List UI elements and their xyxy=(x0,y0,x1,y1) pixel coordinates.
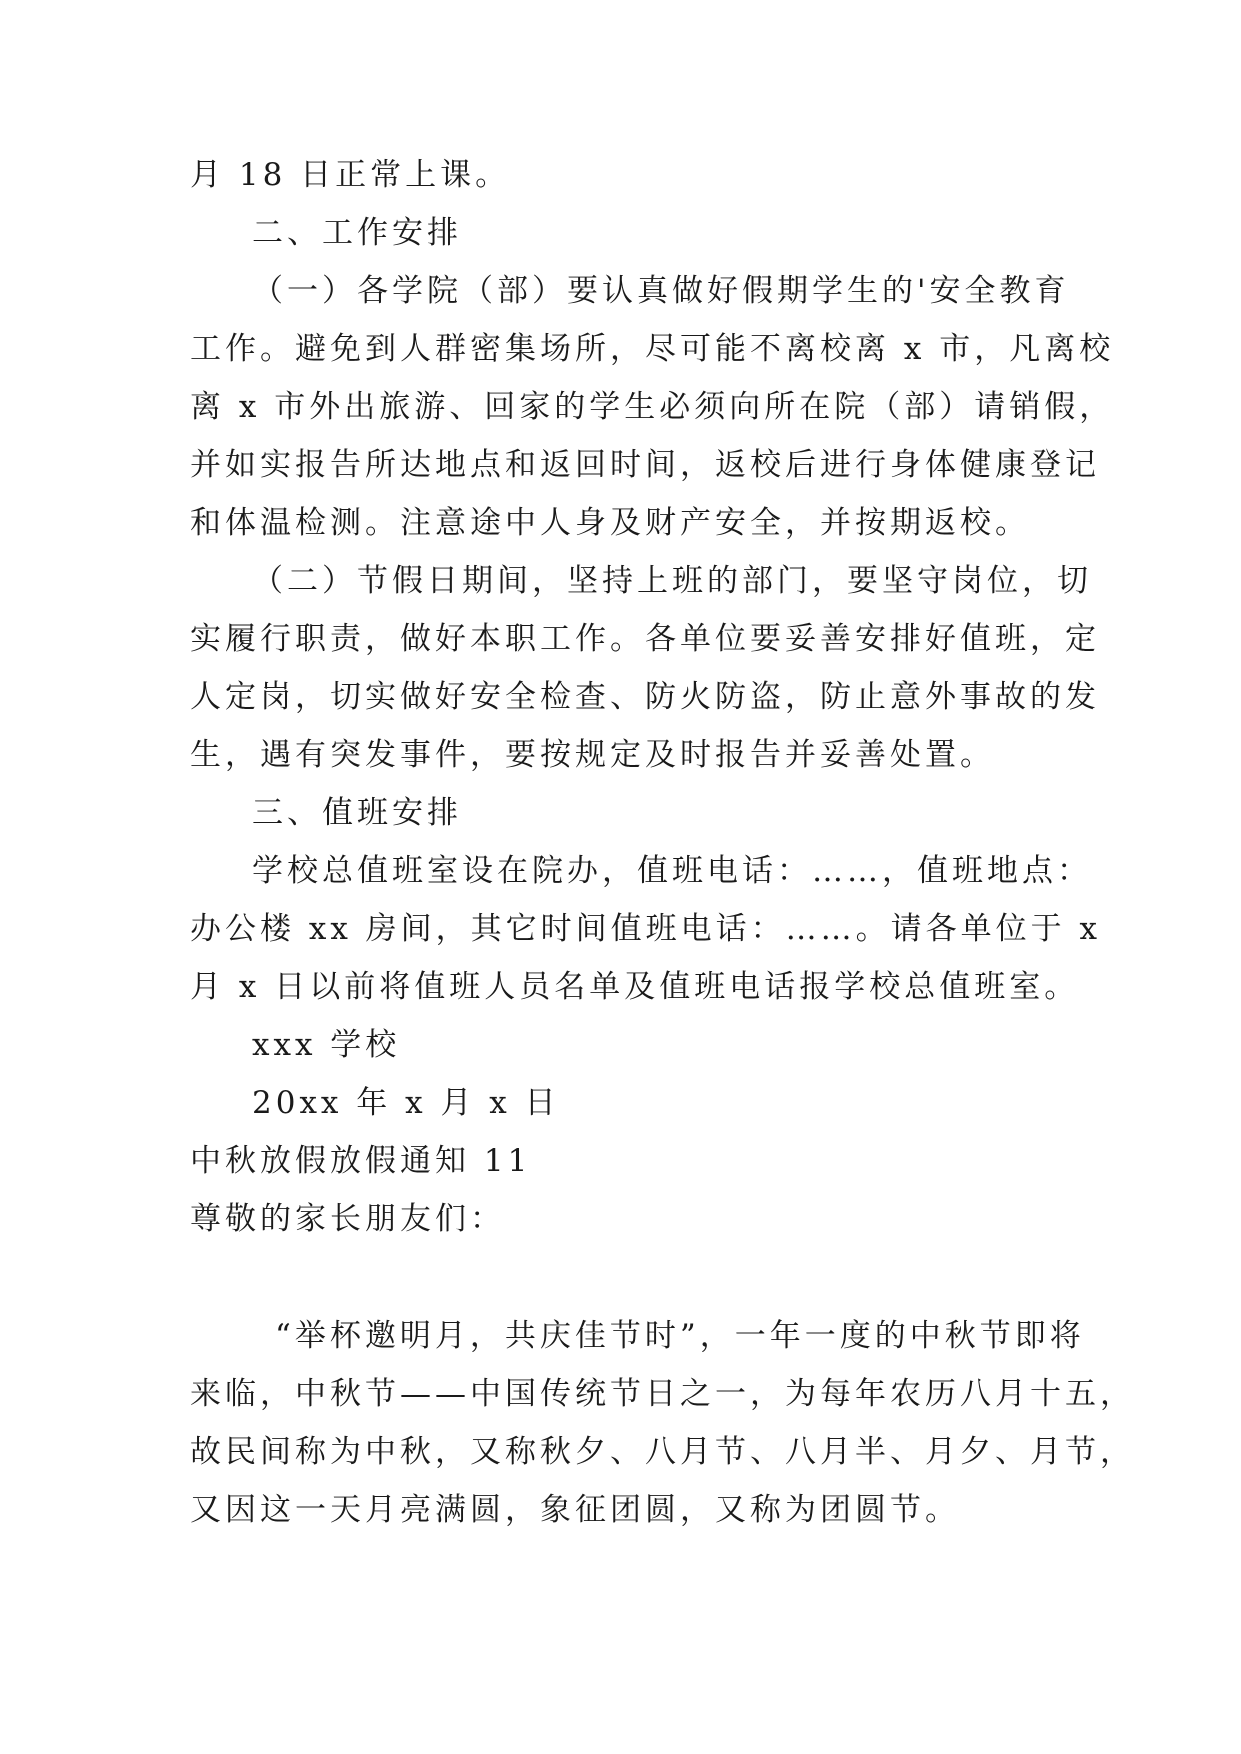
text-line: 实履行职责，做好本职工作。各单位要妥善安排好值班，定 xyxy=(190,621,1100,657)
text-line: （一）各学院（部）要认真做好假期学生的'安全教育 xyxy=(252,273,1070,309)
text-line: 生，遇有突发事件，要按规定及时报告并妥善处置。 xyxy=(190,737,995,773)
section-heading: 三、值班安排 xyxy=(252,795,462,831)
text-line: 月 x 日以前将值班人员名单及值班电话报学校总值班室。 xyxy=(190,969,1080,1005)
text-line: 来临，中秋节——中国传统节日之一，为每年农历八月十五， xyxy=(190,1376,1135,1412)
text-line: 故民间称为中秋，又称秋夕、八月节、八月半、月夕、月节， xyxy=(190,1434,1135,1470)
section-heading: 二、工作安排 xyxy=(252,215,462,251)
signature-date: 20xx 年 x 月 x 日 xyxy=(252,1085,560,1121)
text-line: 人定岗，切实做好安全检查、防火防盗，防止意外事故的发 xyxy=(190,679,1100,715)
salutation: 尊敬的家长朋友们： xyxy=(190,1201,505,1237)
text-line: 和体温检测。注意途中人身及财产安全，并按期返校。 xyxy=(190,505,1030,541)
notice-title: 中秋放假放假通知 11 xyxy=(190,1143,532,1179)
text-line: 又因这一天月亮满圆，象征团圆，又称为团圆节。 xyxy=(190,1492,960,1528)
text-line: “举杯邀明月，共庆佳节时”，一年一度的中秋节即将 xyxy=(275,1318,1085,1354)
text-line: 工作。避免到人群密集场所，尽可能不离校离 x 市，凡离校 xyxy=(190,331,1115,367)
text-line: 学校总值班室设在院办，值班电话：……，值班地点： xyxy=(252,853,1092,889)
signature-org: xxx 学校 xyxy=(252,1027,401,1063)
text-line: 并如实报告所达地点和返回时间，返校后进行身体健康登记 xyxy=(190,447,1100,483)
text-line: 办公楼 xx 房间，其它时间值班电话：……。请各单位于 x xyxy=(190,911,1102,947)
text-line: 月 18 日正常上课。 xyxy=(190,157,511,193)
text-line: 离 x 市外出旅游、回家的学生必须向所在院（部）请销假， xyxy=(190,389,1115,425)
text-line: （二）节假日期间，坚持上班的部门，要坚守岗位，切 xyxy=(252,563,1092,599)
